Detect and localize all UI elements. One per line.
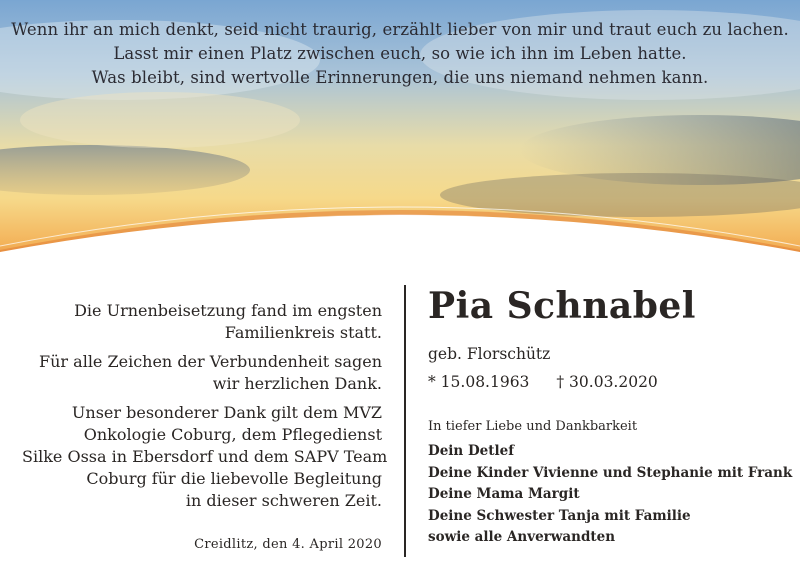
- birth-name: geb. Florschütz: [428, 345, 551, 363]
- birth-date: * 15.08.1963: [428, 373, 530, 391]
- mourner-line: sowie alle Anverwandten: [428, 529, 616, 545]
- mourner-line: Deine Mama Margit: [428, 486, 580, 502]
- deceased-name: Pia Schnabel: [428, 285, 696, 327]
- poem-line: Wenn ihr an mich denkt, seid nicht traurig, erzählt lieber von mir und traut euch zu lachen.: [11, 20, 789, 39]
- burial-note: Die Urnenbeisetzung fand im engsten Familienkreis statt.: [74, 301, 382, 342]
- closing-phrase: In tiefer Liebe und Dankbarkeit: [428, 419, 638, 434]
- mourner-line: Deine Kinder Vivienne und Stephanie mit Frank: [428, 464, 793, 481]
- obituary-details: [428, 283, 793, 549]
- acknowledgement-text: [22, 300, 388, 563]
- death-date: † 30.03.2020: [556, 373, 658, 391]
- poem-verse: [0, 18, 800, 90]
- place-and-date: Creidlitz, den 4. April 2020: [194, 537, 382, 552]
- mourner-line: Dein Detlef: [428, 443, 514, 459]
- thanks-note: Für alle Zeichen der Verbundenheit sagen wir herzlichen Dank.: [39, 352, 382, 393]
- life-dates: [428, 371, 788, 393]
- poem-line: Was bleibt, sind wertvolle Erinnerungen, die uns niemand nehmen kann.: [91, 68, 709, 87]
- mourners-list: [428, 441, 793, 549]
- mourner-line: Deine Schwester Tanja mit Familie: [428, 507, 691, 524]
- poem-line: Lasst mir einen Platz zwischen euch, so wie ich ihn im Leben hatte.: [113, 44, 687, 63]
- vertical-divider: [404, 285, 406, 557]
- special-thanks-note: Unser besonderer Dank gilt dem MVZ Onkologie Coburg, dem Pflegedienst Silke Ossa in Ebersdorf und dem SAPV Team Coburg für die liebevolle Begleitung in dieser schweren Zeit.: [22, 403, 388, 510]
